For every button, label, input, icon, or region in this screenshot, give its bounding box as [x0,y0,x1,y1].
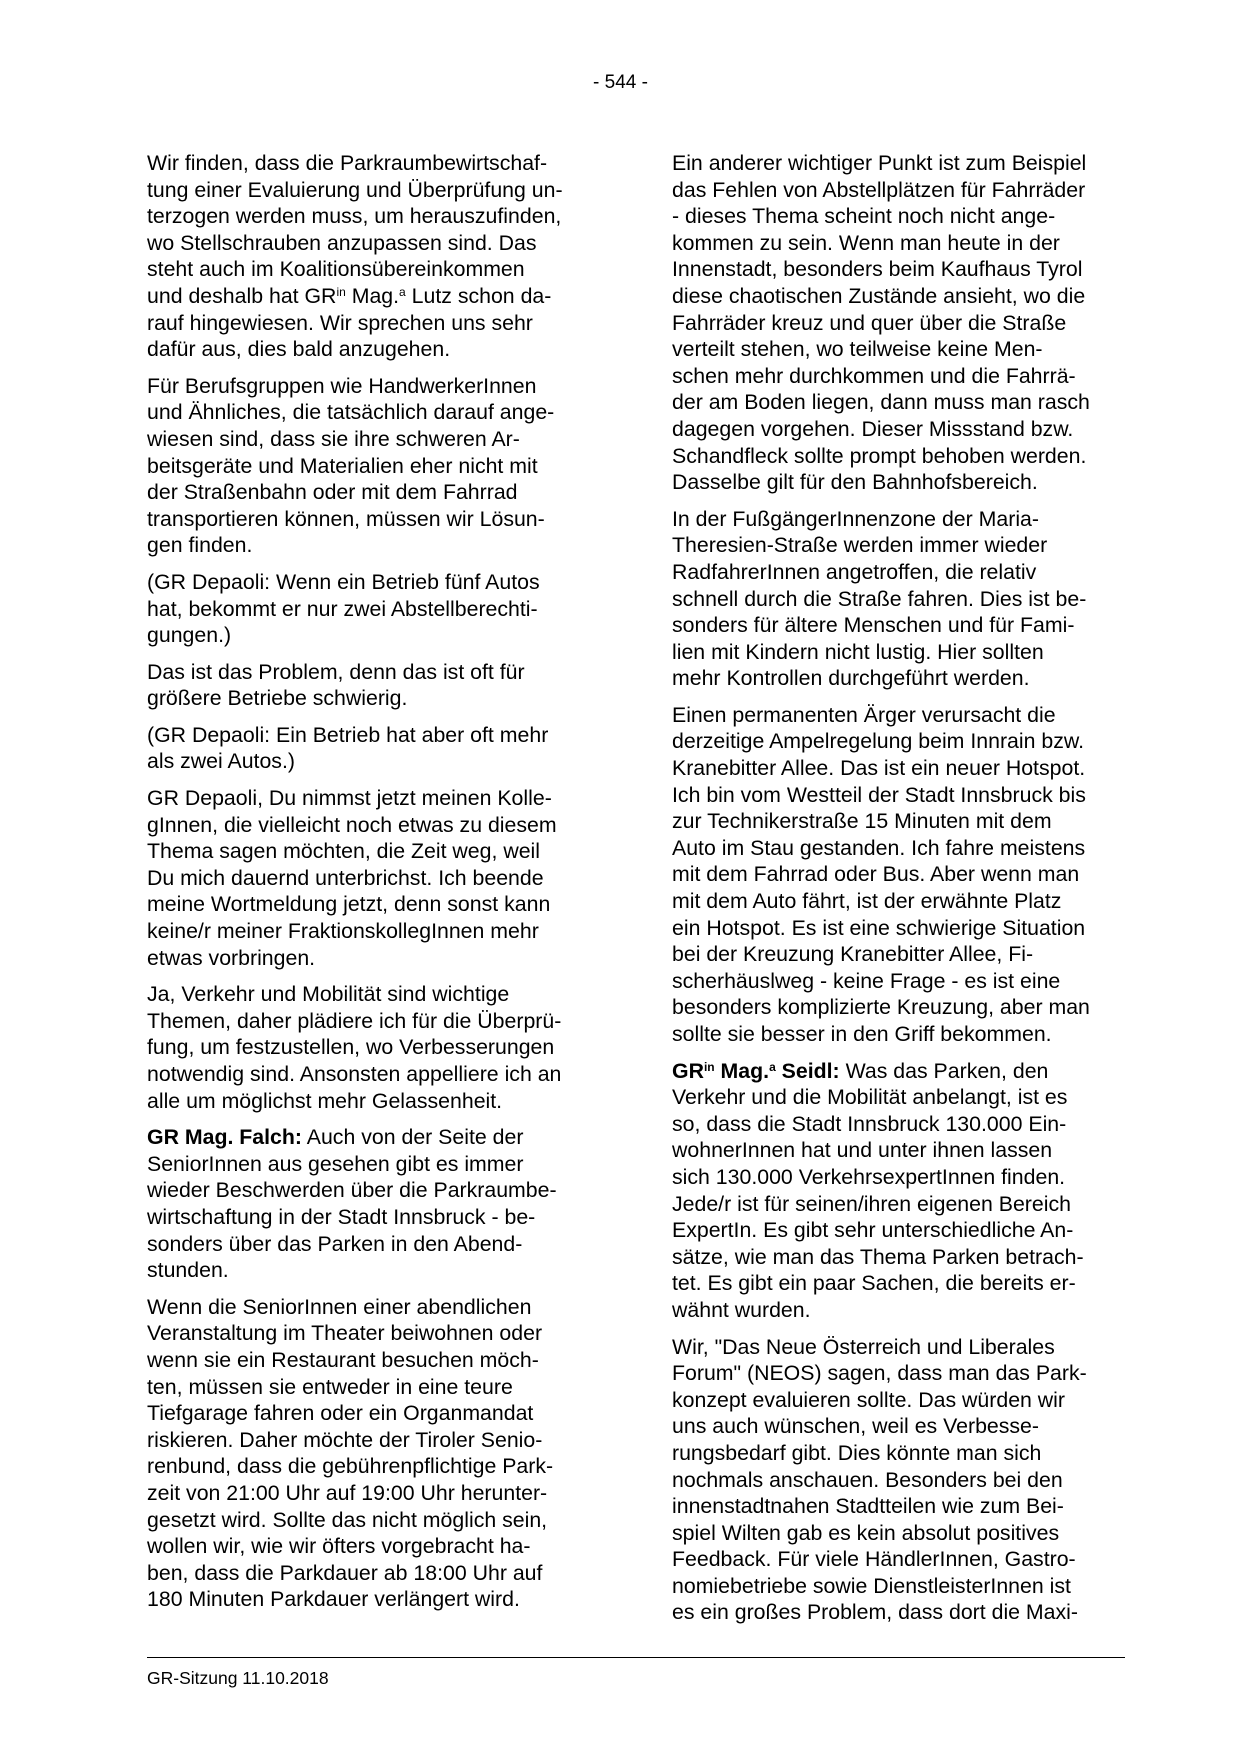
paragraph: GR Mag. Falch: Auch von der Seite der SeniorInnen aus gesehen gibt es immer wieder Beschwerden über die Parkraumbe- wirtschaftung in der Stadt Innsbruck - be- sonders über das Parken in den Abend- stunden. [147,1125,557,1283]
footer-rule [147,1657,1125,1658]
paragraph: In der FußgängerInnenzone der Maria- Theresien-Straße werden immer wieder RadfahrerInnen angetroffen, die relativ schnell durch die Straße fahren. Dies ist be- sonders für ältere Menschen und für Fami- lien mit Kindern nicht lustig. Hier sollten mehr Kontrollen durchgeführt werden. [672,506,1087,691]
paragraph: GR Depaoli, Du nimmst jetzt meinen Kolle- gInnen, die vielleicht noch etwas zu diesem Thema sagen möchten, die Zeit weg, weil Du mich dauernd unterbrichst. Ich beende meine Wortmeldung jetzt, denn sonst kann keine/r meiner FraktionskollegInnen mehr etwas vorbringen. [147,786,557,970]
right-column [672,150,1124,1636]
left-column [147,150,599,1623]
paragraph: $GR^{in}$ Mag.$^a$ Seidl: Was das Parken, den Verkehr und die Mobilität anbelangt, ist es so, dass die Stadt Innsbruck 130.000 Ein- wohnerInnen hat und unter ihnen lassen sich 130.000 VerkehrsexpertInnen finden. Jede/r ist für seinen/ihren eigenen Bereich ExpertIn. Es gibt sehr unterschiedliche An- sätze, wie man das Thema Parken betrach- tet. Es gibt ein paar Sachen, die bereits er- wähnt wurden. [672,1058,1084,1322]
paragraph: Wenn die SeniorInnen einer abendlichen Veranstaltung im Theater beiwohnen oder wenn sie ein Restaurant besuchen möch- ten, müssen sie entweder in eine teure Tiefgarage fahren oder ein Organmandat riskieren. Daher möchte der Tiroler Senio- renbund, dass die gebührenpflichtige Park- zeit von 21:00 Uhr auf 19:00 Uhr herunter- gesetzt wird. Sollte das nicht möglich sein, wollen wir, wie wir öfters vorgebracht ha- ben, dass die Parkdauer ab 18:00 Uhr auf 180 Minuten Parkdauer verlängert wird. [147,1294,554,1612]
paragraph: (GR Depaoli: Ein Betrieb hat aber oft mehr als zwei Autos.) [147,722,549,774]
footer-session-date: GR-Sitzung 11.10.2018 [147,1668,329,1688]
paragraph: Einen permanenten Ärger verursacht die derzeitige Ampelregelung beim Innrain bzw. Kranebitter Allee. Das ist ein neuer Hotspot. Ich bin vom Westteil der Stadt Innsbruck bis zur Technikerstraße 15 Minuten mit dem Auto im Stau gestanden. Ich fahre meistens mit dem Fahrrad oder Bus. Aber wenn man mit dem Auto fährt, ist der erwähnte Platz ein Hotspot. Es ist eine schwierige Situation bei der Kreuzung Kranebitter Allee, Fi- scherhäuslweg - keine Frage - es ist eine besonders komplizierte Kreuzung, aber man sollte sie besser in den Griff bekommen. [672,702,1090,1046]
paragraph: Ein anderer wichtiger Punkt ist zum Beispiel das Fehlen von Abstellplätzen für Fahrräder - dieses Thema scheint noch nicht ange- kommen zu sein. Wenn man heute in der Innenstadt, besonders beim Kaufhaus Tyrol diese chaotischen Zustände ansieht, wo die Fahrräder kreuz und quer über die Straße verteilt stehen, wo teilweise keine Men- schen mehr durchkommen und die Fahrrä- der am Boden liegen, dann muss man rasch dagegen vorgehen. Dieser Missstand bzw. Schandfleck sollte prompt behoben werden. Dasselbe gilt für den Bahnhofsbereich. [672,151,1090,495]
page-number: - 544 - [593,72,648,93]
paragraph: Ja, Verkehr und Mobilität sind wichtige Themen, daher plädiere ich für die Überprü- fung, um festzustellen, wo Verbesserungen notwendig sind. Ansonsten appelliere ich an alle um möglichst mehr Gelassenheit. [147,982,562,1113]
paragraph: Wir finden, dass die Parkraumbewirtschaf- tung einer Evaluierung und Überprüfung un- terzogen werden muss, um herauszufinden, wo Stellschrauben anzupassen sind. Das steht auch im Koalitionsübereinkommen und deshalb hat $GR^{in}$ Mag.$^a$ Lutz schon da- rauf hingewiesen. Wir sprechen uns sehr dafür aus, dies bald anzugehen. [147,151,563,362]
paragraph: Wir, "Das Neue Österreich und Liberales Forum" (NEOS) sagen, dass man das Park- konzept evaluieren sollte. Das würden wir uns auch wünschen, weil es Verbesse- rungsbedarf gibt. Dies könnte man sich nochmals anschauen. Besonders bei den innenstadtnahen Stadtteilen wie zum Bei- spiel Wilten gab es kein absolut positives Feedback. Für viele HändlerInnen, Gastro- nomiebetriebe sowie DienstleisterInnen ist es ein großes Problem, dass dort die Maxi- [672,1334,1087,1625]
paragraph: Das ist das Problem, denn das ist oft für größere Betriebe schwierig. [147,659,525,711]
paragraph: (GR Depaoli: Wenn ein Betrieb fünf Autos hat, bekommt er nur zwei Abstellberechti- gungen.) [147,569,540,648]
paragraph: Für Berufsgruppen wie HandwerkerInnen und Ähnliches, die tatsächlich darauf ange- wiesen sind, dass sie ihre schweren Ar- beitsgeräte und Materialien eher nicht mit der Straßenbahn oder mit dem Fahrrad transportieren können, müssen wir Lösun- gen finden. [147,373,555,558]
